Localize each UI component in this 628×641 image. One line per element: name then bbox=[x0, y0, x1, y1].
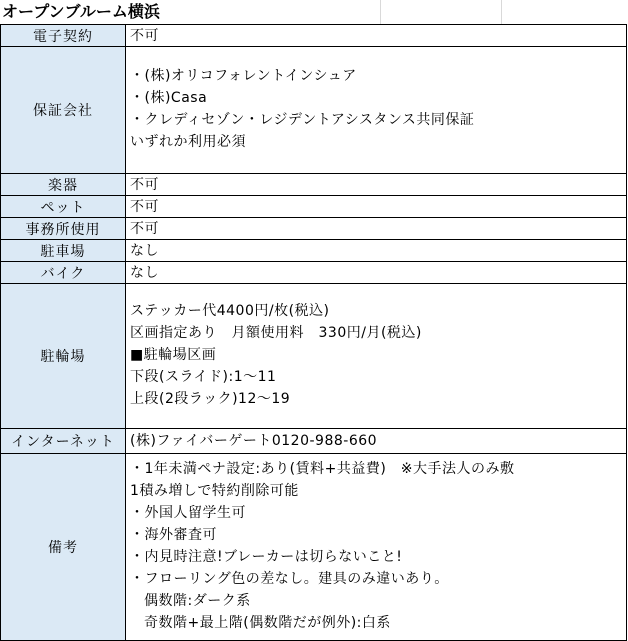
table-row bbox=[1, 284, 627, 429]
value-line: ステッカー代4400円/枚(税込) bbox=[130, 303, 330, 319]
empty-header-cells bbox=[380, 0, 628, 24]
value-line: ・1年未満ペナ設定:あり(賃料+共益費) ※大手法人のみ敷 bbox=[130, 461, 515, 477]
value-line: ・内見時注意!ブレーカーは切らないこと! bbox=[130, 549, 403, 565]
value-cell-motorbike bbox=[126, 262, 627, 284]
value-line: 不可 bbox=[130, 220, 159, 237]
table-row bbox=[1, 429, 627, 454]
table-row bbox=[1, 454, 627, 641]
value-line: ・クレディセゾン・レジデントアシスタンス共同保証 bbox=[130, 112, 475, 128]
value-cell-pets bbox=[126, 196, 627, 218]
value-line: 不可 bbox=[130, 176, 159, 193]
label-cell-pets: ペット bbox=[1, 196, 126, 218]
table-row bbox=[1, 47, 627, 174]
label-cell-parking: 駐車場 bbox=[1, 240, 126, 262]
label-cell-internet: インターネット bbox=[1, 429, 126, 454]
table-row bbox=[1, 174, 627, 196]
value-line: いずれか利用必須 bbox=[130, 134, 246, 150]
value-line: 下段(スライド):1～11 bbox=[130, 369, 277, 385]
value-line: 区画指定あり 月額使用料 330円/月(税込) bbox=[130, 325, 422, 341]
label-cell-electronic-contract: 電子契約 bbox=[1, 25, 126, 47]
value-cell-internet bbox=[126, 429, 627, 454]
value-cell-instruments bbox=[126, 174, 627, 196]
table-row bbox=[1, 196, 627, 218]
value-line: 1積み増しで特約削除可能 bbox=[130, 483, 299, 499]
table-row bbox=[1, 240, 627, 262]
value-line: なし bbox=[130, 242, 159, 259]
table-row bbox=[1, 262, 627, 284]
value-cell-parking bbox=[126, 240, 627, 262]
value-line: ・外国人留学生可 bbox=[130, 505, 246, 521]
value-line: ・フローリング色の差なし。建具のみ違いあり。 bbox=[130, 571, 449, 587]
value-cell-guarantor bbox=[126, 47, 627, 174]
label-cell-bicycle-parking: 駐輪場 bbox=[1, 284, 126, 429]
value-line: 上段(2段ラック)12～19 bbox=[130, 391, 291, 407]
value-cell-remarks bbox=[126, 454, 627, 641]
label-cell-motorbike: バイク bbox=[1, 262, 126, 284]
value-line: (株)ファイバーゲート0120-988-660 bbox=[130, 433, 378, 449]
property-title: オープンブルーム横浜 bbox=[2, 2, 160, 21]
value-line: 不可 bbox=[130, 27, 159, 44]
property-details-table bbox=[0, 24, 627, 641]
label-cell-office-use: 事務所使用 bbox=[1, 218, 126, 240]
table-row bbox=[1, 25, 627, 47]
table-row bbox=[1, 218, 627, 240]
value-line: ・(株)Casa bbox=[130, 90, 208, 106]
value-line: ■駐輪場区画 bbox=[130, 347, 217, 363]
value-line: なし bbox=[130, 264, 159, 281]
value-line: 奇数階+最上階(偶数階だが例外):白系 bbox=[144, 615, 391, 631]
value-cell-office-use bbox=[126, 218, 627, 240]
value-line: 不可 bbox=[130, 198, 159, 215]
value-line: ・(株)オリコフォレントインシュア bbox=[130, 68, 357, 84]
label-cell-guarantor: 保証会社 bbox=[1, 47, 126, 174]
label-cell-remarks: 備考 bbox=[1, 454, 126, 641]
label-cell-instruments: 楽器 bbox=[1, 174, 126, 196]
value-cell-electronic-contract bbox=[126, 25, 627, 47]
value-cell-bicycle-parking bbox=[126, 284, 627, 429]
value-line: ・海外審査可 bbox=[130, 527, 217, 543]
value-line: 偶数階:ダーク系 bbox=[144, 593, 251, 609]
